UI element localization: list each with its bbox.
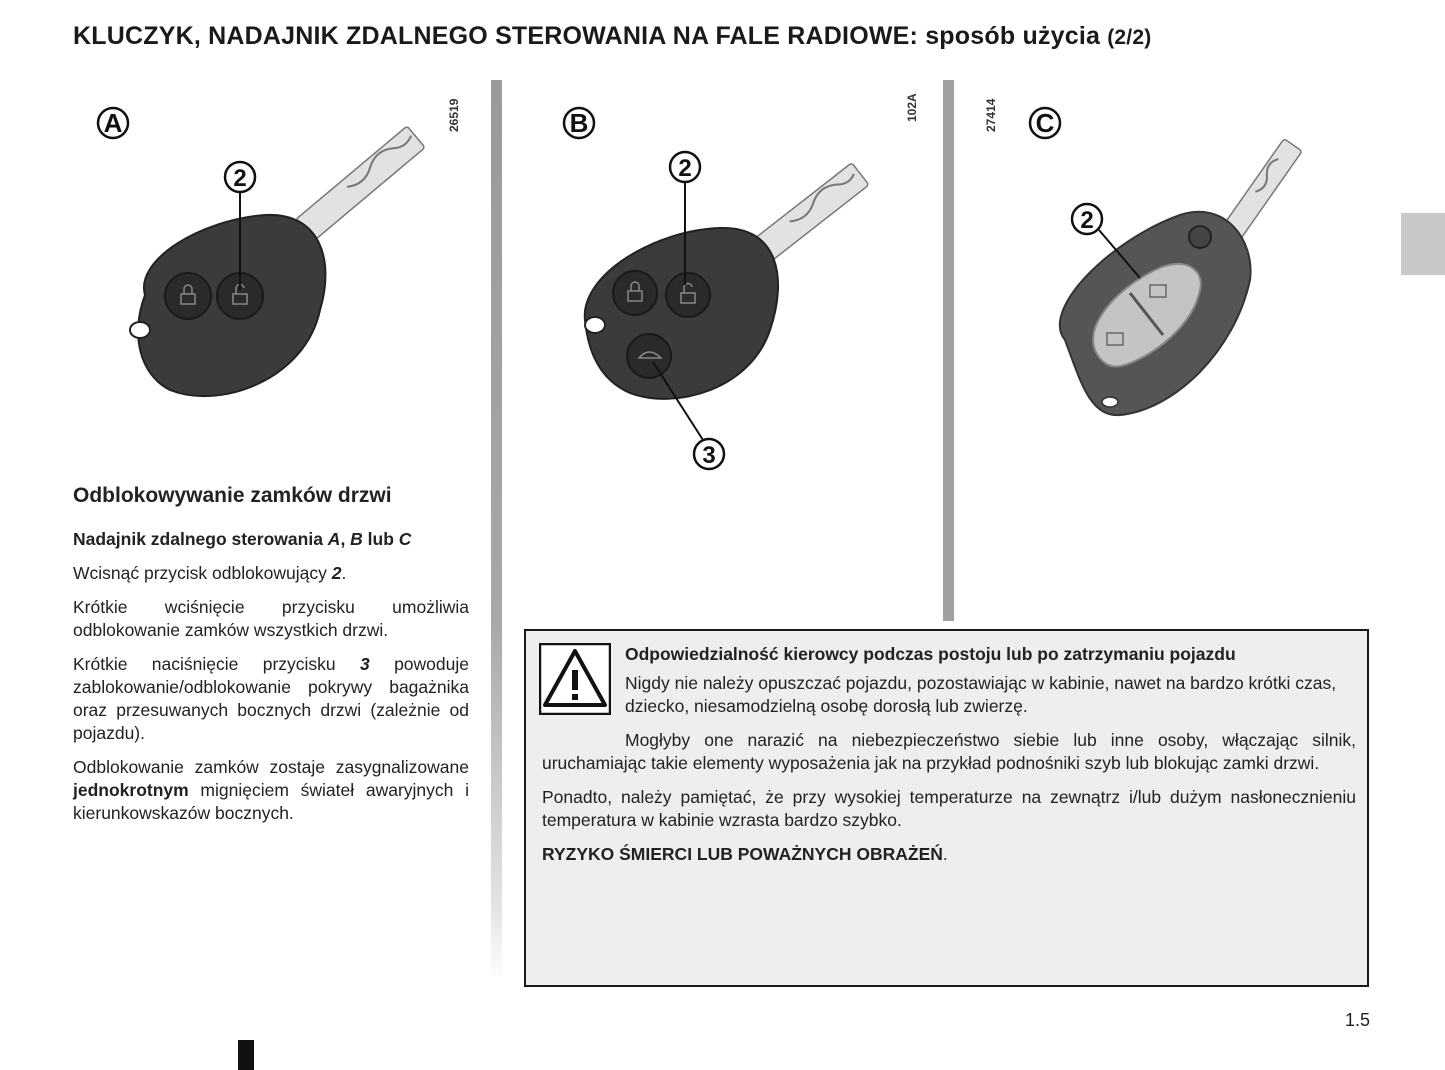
flip-release-button — [1189, 226, 1211, 248]
svg-text:2: 2 — [1080, 207, 1094, 234]
paragraph-press-unlock: Wcisnąć przycisk odblokowujący 2. — [73, 563, 347, 583]
page-title — [73, 22, 1373, 51]
section-heading: Odblokowywanie zamków drzwi — [73, 484, 392, 507]
warning-paragraph-2: Mogłyby one narazić na niebezpieczeństwo siebie lub inne osoby, włączając silnik, uruchamiając takie elementy wyposażenia jak na przykład podnośniki szyb lub blokując zamki drzwi. — [542, 730, 1356, 773]
figure-c-letter: C — [1035, 108, 1055, 138]
paragraph-signal: Odblokowanie zamków zostaje zasygnalizowane jednokrotnym mignięciem świateł awaryjnych i kierunkowskazów bocznych. — [73, 757, 469, 823]
figure-b-letter: B — [569, 108, 589, 138]
warning-text — [542, 643, 1356, 877]
unlock-button — [666, 273, 710, 317]
key-ring-hole — [585, 317, 605, 333]
title-sub: sposób użycia — [925, 22, 1101, 50]
column-divider-left — [491, 80, 502, 980]
title-page-indicator: (2/2) — [1107, 26, 1152, 49]
warning-paragraph-4: RYZYKO ŚMIERCI LUB POWAŻNYCH OBRAŻEŃ. — [542, 844, 948, 864]
paragraph-button-3: Krótkie naciśnięcie przycisku 3 powoduje zablokowanie/odblokowanie pokrywy bagażnika oraz przesuwanych bocznych drzwi (zależnie od pojazdu). — [73, 654, 469, 743]
warning-box — [524, 629, 1369, 987]
figure-c-flip-key — [1025, 90, 1375, 430]
lock-button — [613, 271, 657, 315]
svg-text:3: 3 — [702, 442, 716, 469]
svg-text:2: 2 — [233, 165, 247, 192]
chapter-tab — [1401, 213, 1445, 275]
key-ring-hole — [130, 322, 150, 338]
figure-a-letter: A — [103, 108, 123, 138]
warning-paragraph-1: Nigdy nie należy opuszczać pojazdu, pozostawiając w kabinie, nawet na bardzo krótki czas, dziecko, niesamodzielną osobę dorosłą lub zwierzę. — [625, 673, 1337, 716]
remote-subheading: Nadajnik zdalnego sterowania A, B lub C — [73, 529, 412, 549]
figure-b-code: 102A — [905, 93, 919, 122]
trunk-button — [627, 334, 671, 378]
figure-b-key-three-buttons — [555, 90, 935, 480]
page-number: 1.5 — [1345, 1010, 1371, 1030]
warning-paragraph-3: Ponadto, należy pamiętać, że przy wysokiej temperaturze na zewnątrz i/lub dużym nasłonecznieniu temperatura w kabinie wzrasta bardzo szybko. — [542, 787, 1356, 830]
key-blade — [296, 126, 425, 241]
column-divider-right — [943, 80, 954, 621]
figure-a-code: 26519 — [447, 98, 461, 132]
edge-marker — [238, 1040, 254, 1070]
left-column — [73, 484, 469, 836]
title-main: KLUCZYK, NADAJNIK ZDALNEGO STEROWANIA NA FALE RADIOWE: — [73, 22, 919, 50]
figure-c-code: 27414 — [984, 98, 998, 132]
paragraph-short-press: Krótkie wciśnięcie przycisku umożliwia odblokowanie zamków wszystkich drzwi. — [73, 597, 469, 640]
lock-button — [165, 273, 211, 319]
svg-text:2: 2 — [678, 155, 692, 182]
figure-a-key-two-buttons — [90, 90, 480, 420]
key-ring-hole — [1102, 397, 1118, 407]
warning-title: Odpowiedzialność kierowcy podczas postoju lub po zatrzymaniu pojazdu — [625, 644, 1236, 664]
